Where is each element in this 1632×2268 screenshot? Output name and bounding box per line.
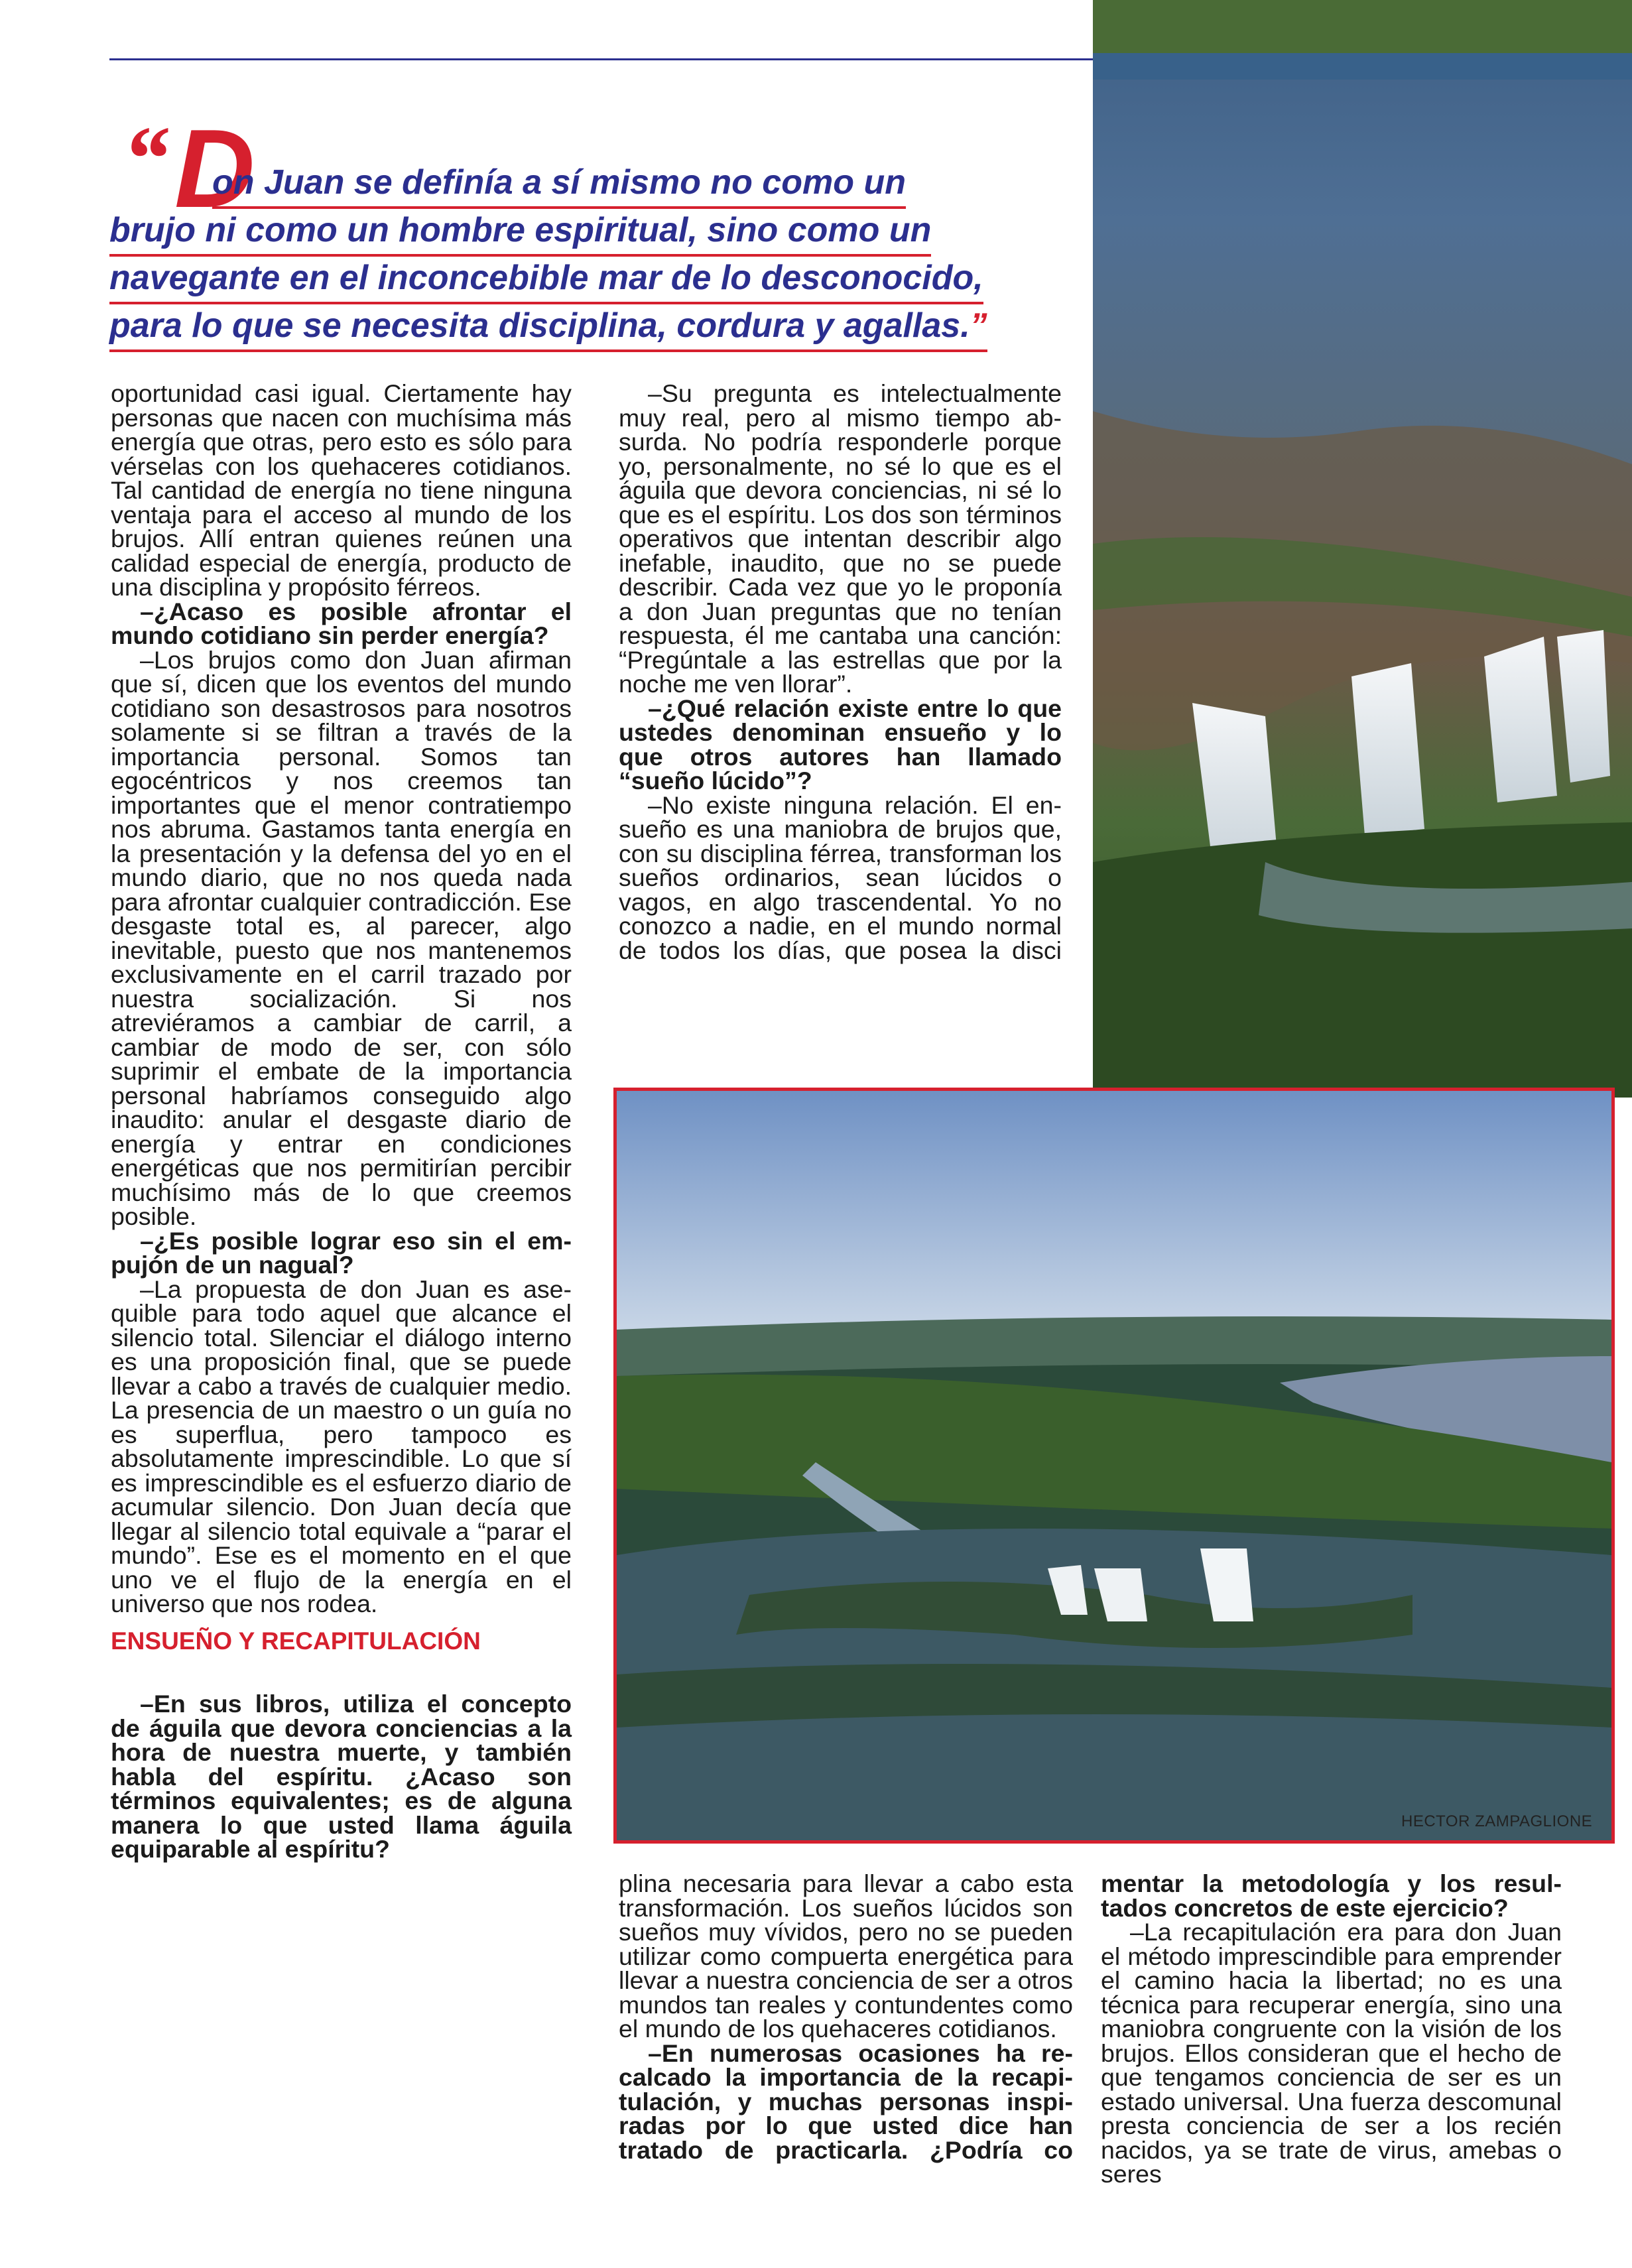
interview-question: –¿Es posible lograr eso sin el empujón de un nagual? bbox=[111, 1226, 572, 1279]
text-column-4 bbox=[1101, 1871, 1562, 2186]
section-heading: ENSUEÑO Y RECAPITULACIÓN bbox=[111, 1627, 481, 1655]
interview-question: –En sus libros, utiliza el concepto de águila que devora conciencias a la hora de nuestra muerte, y también habla del espíritu. ¿Acaso son términos equivalentes; es de alguna manera lo que usted llama águila equiparable al espíritu? bbox=[111, 1690, 572, 1863]
river-canyon-aerial-photo bbox=[613, 1088, 1615, 1844]
text-column-3 bbox=[619, 1871, 1073, 2162]
quote-line-2: brujo ni como un hombre espiritual, sino como un bbox=[109, 210, 931, 257]
interview-question: –En numerosas ocasiones ha recalcado la importancia de la recapitulación, y muchas personas inspiradas por lo que usted dice han tratado de practicarla. ¿Podría co bbox=[619, 2039, 1073, 2164]
interview-question: –¿Acaso es posible afrontar el mundo cotidiano sin perder energía? bbox=[111, 597, 572, 649]
paragraph: oportunidad casi igual. Ciertamente hay personas que nacen con muchísima más energía que otras, pero esto es sólo para vérselas con los quehaceres cotidianos. Tal cantidad de energía no tiene ninguna ventaja para el acceso al mundo de los brujos. Allí entran quienes reúnen una calidad especial de energía, producto de una disciplina y propósito férreos. bbox=[111, 379, 572, 601]
drop-cap: D bbox=[174, 106, 255, 231]
quote-line-4-text: para lo que se necesita disciplina, cordura y agallas. bbox=[109, 306, 970, 345]
quote-open-mark: “ bbox=[123, 107, 169, 210]
quote-line-1: on Juan se definía a sí mismo no como un bbox=[212, 162, 906, 209]
paragraph: plina necesaria para llevar a cabo esta transformación. Los sueños lúcidos son sueños muy vívidos, pero no se pueden utilizar como compuerta energética para llevar a nuestra conciencia de ser a otros mundos tan reales y contundentes como el mundo de los quehaceres cotidianos. bbox=[619, 1869, 1073, 2043]
paragraph: –No existe ninguna relación. El ensueño es una maniobra de brujos que, con su disciplina férrea, transforman los sueños ordinarios, sean lúcidos o vagos, en algo trascendental. Yo no conozco a nadie, en el mundo normal de todos los días, que posea la disci bbox=[619, 790, 1062, 964]
text-column-2 bbox=[619, 381, 1062, 962]
paragraph: –Su pregunta es intelectualmente muy real, pero al mismo tiempo absurda. No podría responderle porque yo, personalmente, no sé lo que es el águila que devora conciencias, ni sé lo que es el espíritu. Los dos son términos operativos que intentan describir algo inefable, inaudito, que no se puede describir. Cada vez que yo le proponía a don Juan preguntas que no tenían respuesta, él me cantaba una canción: “Pregúntale a las estrellas que por la noche me ven llorar”. bbox=[619, 379, 1062, 698]
interview-question: mentar la metodología y los resultados concretos de este ejercicio? bbox=[1101, 1869, 1562, 1922]
paragraph: –La propuesta de don Juan es asequible para todo aquel que alcance el silencio total. Silenciar el diálogo interno es una proposición final, que se puede llevar a cabo a través de cualquier medio. La presencia de un maestro o un guía no es superflua, pero tampoco es absolutamente imprescindible. Lo que sí es imprescindible es el esfuerzo diario de acumular silencio. Don Juan decía que llegar al silencio total equivale a “parar el mundo”. Ese es el momento en el que uno ve el flujo de la energía en el universo que nos rodea. bbox=[111, 1275, 572, 1617]
paragraph: –La recapitulación era para don Juan el método imprescindible para emprender el camino hacia la libertad; no es una técnica para recuperar energía, sino una maniobra congruente con la visión de los brujos. Ellos consideran que el hecho de que tengamos conciencia de ser es un estado universal. Una fuerza descomunal presta conciencia de ser a los recién nacidos, ya se trate de virus, amebas o seres bbox=[1101, 1918, 1562, 2188]
header-rule bbox=[109, 58, 1094, 60]
waterfalls-aerial-photo bbox=[1093, 0, 1632, 1098]
quote-close-mark: ” bbox=[970, 306, 987, 345]
quote-line-3: navegante en el inconcebible mar de lo desconocido, bbox=[109, 258, 983, 304]
interview-question: –¿Qué relación existe entre lo que ustedes denominan ensueño y lo que otros autores han llamado “sueño lúcido”? bbox=[619, 694, 1062, 794]
paragraph: –Los brujos como don Juan afirman que sí, dicen que los eventos del mundo cotidiano son desastrosos para nosotros solamente si se filtran a través de la importancia personal. Somos tan egocéntricos y nos creemos tan importantes que el menor contratiempo nos abruma. Gastamos tanta energía en la presentación y la defensa del yo en el mundo diario, que no nos queda nada para afrontar cualquier contradicción. Ese desgaste total es, al parecer, algo inevitable, puesto que nos mantenemos exclusivamente en el carril trazado por nuestra socialización. Si nos atreviéramos a cambiar de carril, a cambiar de modo de ser, con sólo suprimir el embate de la importancia personal habríamos conseguido algo inaudito: anular el desgaste diario de energía y entrar en condiciones energéticas que nos permitirían percibir muchísimo más de lo que creemos posible. bbox=[111, 645, 572, 1230]
quote-line-4 bbox=[109, 306, 987, 352]
photo-credit: HECTOR ZAMPAGLIONE bbox=[1401, 1812, 1593, 1830]
text-column-1 bbox=[111, 381, 572, 1861]
